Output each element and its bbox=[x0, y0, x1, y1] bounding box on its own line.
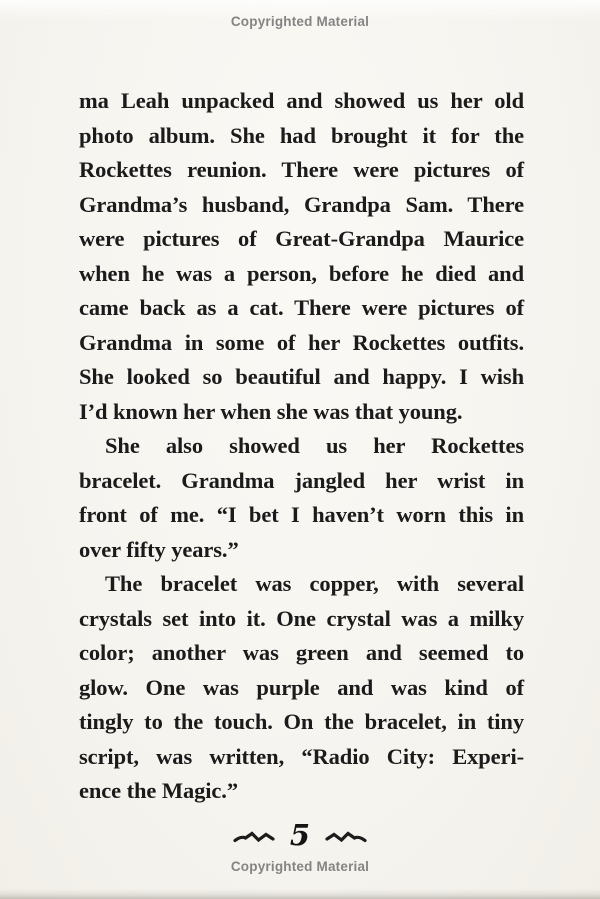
body-text bbox=[79, 84, 524, 809]
text-line: crystals set into it. One crystal was a milky bbox=[79, 605, 524, 631]
text-line: Grandma in some of her Rockettes outfits. bbox=[79, 329, 524, 355]
squiggle-ornament-left bbox=[233, 829, 275, 845]
text-line: over fifty years.” bbox=[79, 536, 239, 562]
text-line: Grandma’s husband, Grandpa Sam. There bbox=[79, 191, 524, 217]
text-line: glow. One was purple and was kind of bbox=[79, 674, 524, 700]
text-line: I’d known her when she was that young. bbox=[79, 398, 463, 424]
text-line: when he was a person, before he died and bbox=[79, 260, 524, 286]
text-line: script, was written, “Radio City: Experi- bbox=[79, 743, 524, 769]
text-line: front of me. “I bet I haven’t worn this in bbox=[79, 502, 524, 527]
text-line: The bracelet was copper, with several bbox=[105, 571, 524, 596]
text-line: ence the Magic.” bbox=[79, 778, 238, 803]
text-line: She also showed us her Rockettes bbox=[105, 433, 524, 458]
text-line: bracelet. Grandma jangled her wrist in bbox=[79, 467, 524, 493]
text-line: were pictures of Great-Grandpa Maurice bbox=[79, 226, 524, 251]
text-line: Rockettes reunion. There were pictures of bbox=[79, 157, 524, 182]
page-footer bbox=[0, 818, 600, 856]
text-line: photo album. She had brought it for the bbox=[79, 122, 524, 148]
copyright-notice-bottom: Copyrighted Material bbox=[230, 859, 370, 874]
text-line: came back as a cat. There were pictures of bbox=[79, 295, 524, 320]
text-line: ma Leah unpacked and showed us her old bbox=[79, 88, 524, 113]
squiggle-ornament-right bbox=[325, 829, 367, 845]
text-line: tingly to the touch. On the bracelet, in tiny bbox=[79, 709, 524, 734]
page-number: 5 bbox=[289, 817, 311, 852]
text-line: color; another was green and seemed to bbox=[79, 640, 524, 665]
text-line: She looked so beautiful and happy. I wish bbox=[79, 364, 524, 389]
copyright-notice-top: Copyrighted Material bbox=[230, 14, 370, 29]
